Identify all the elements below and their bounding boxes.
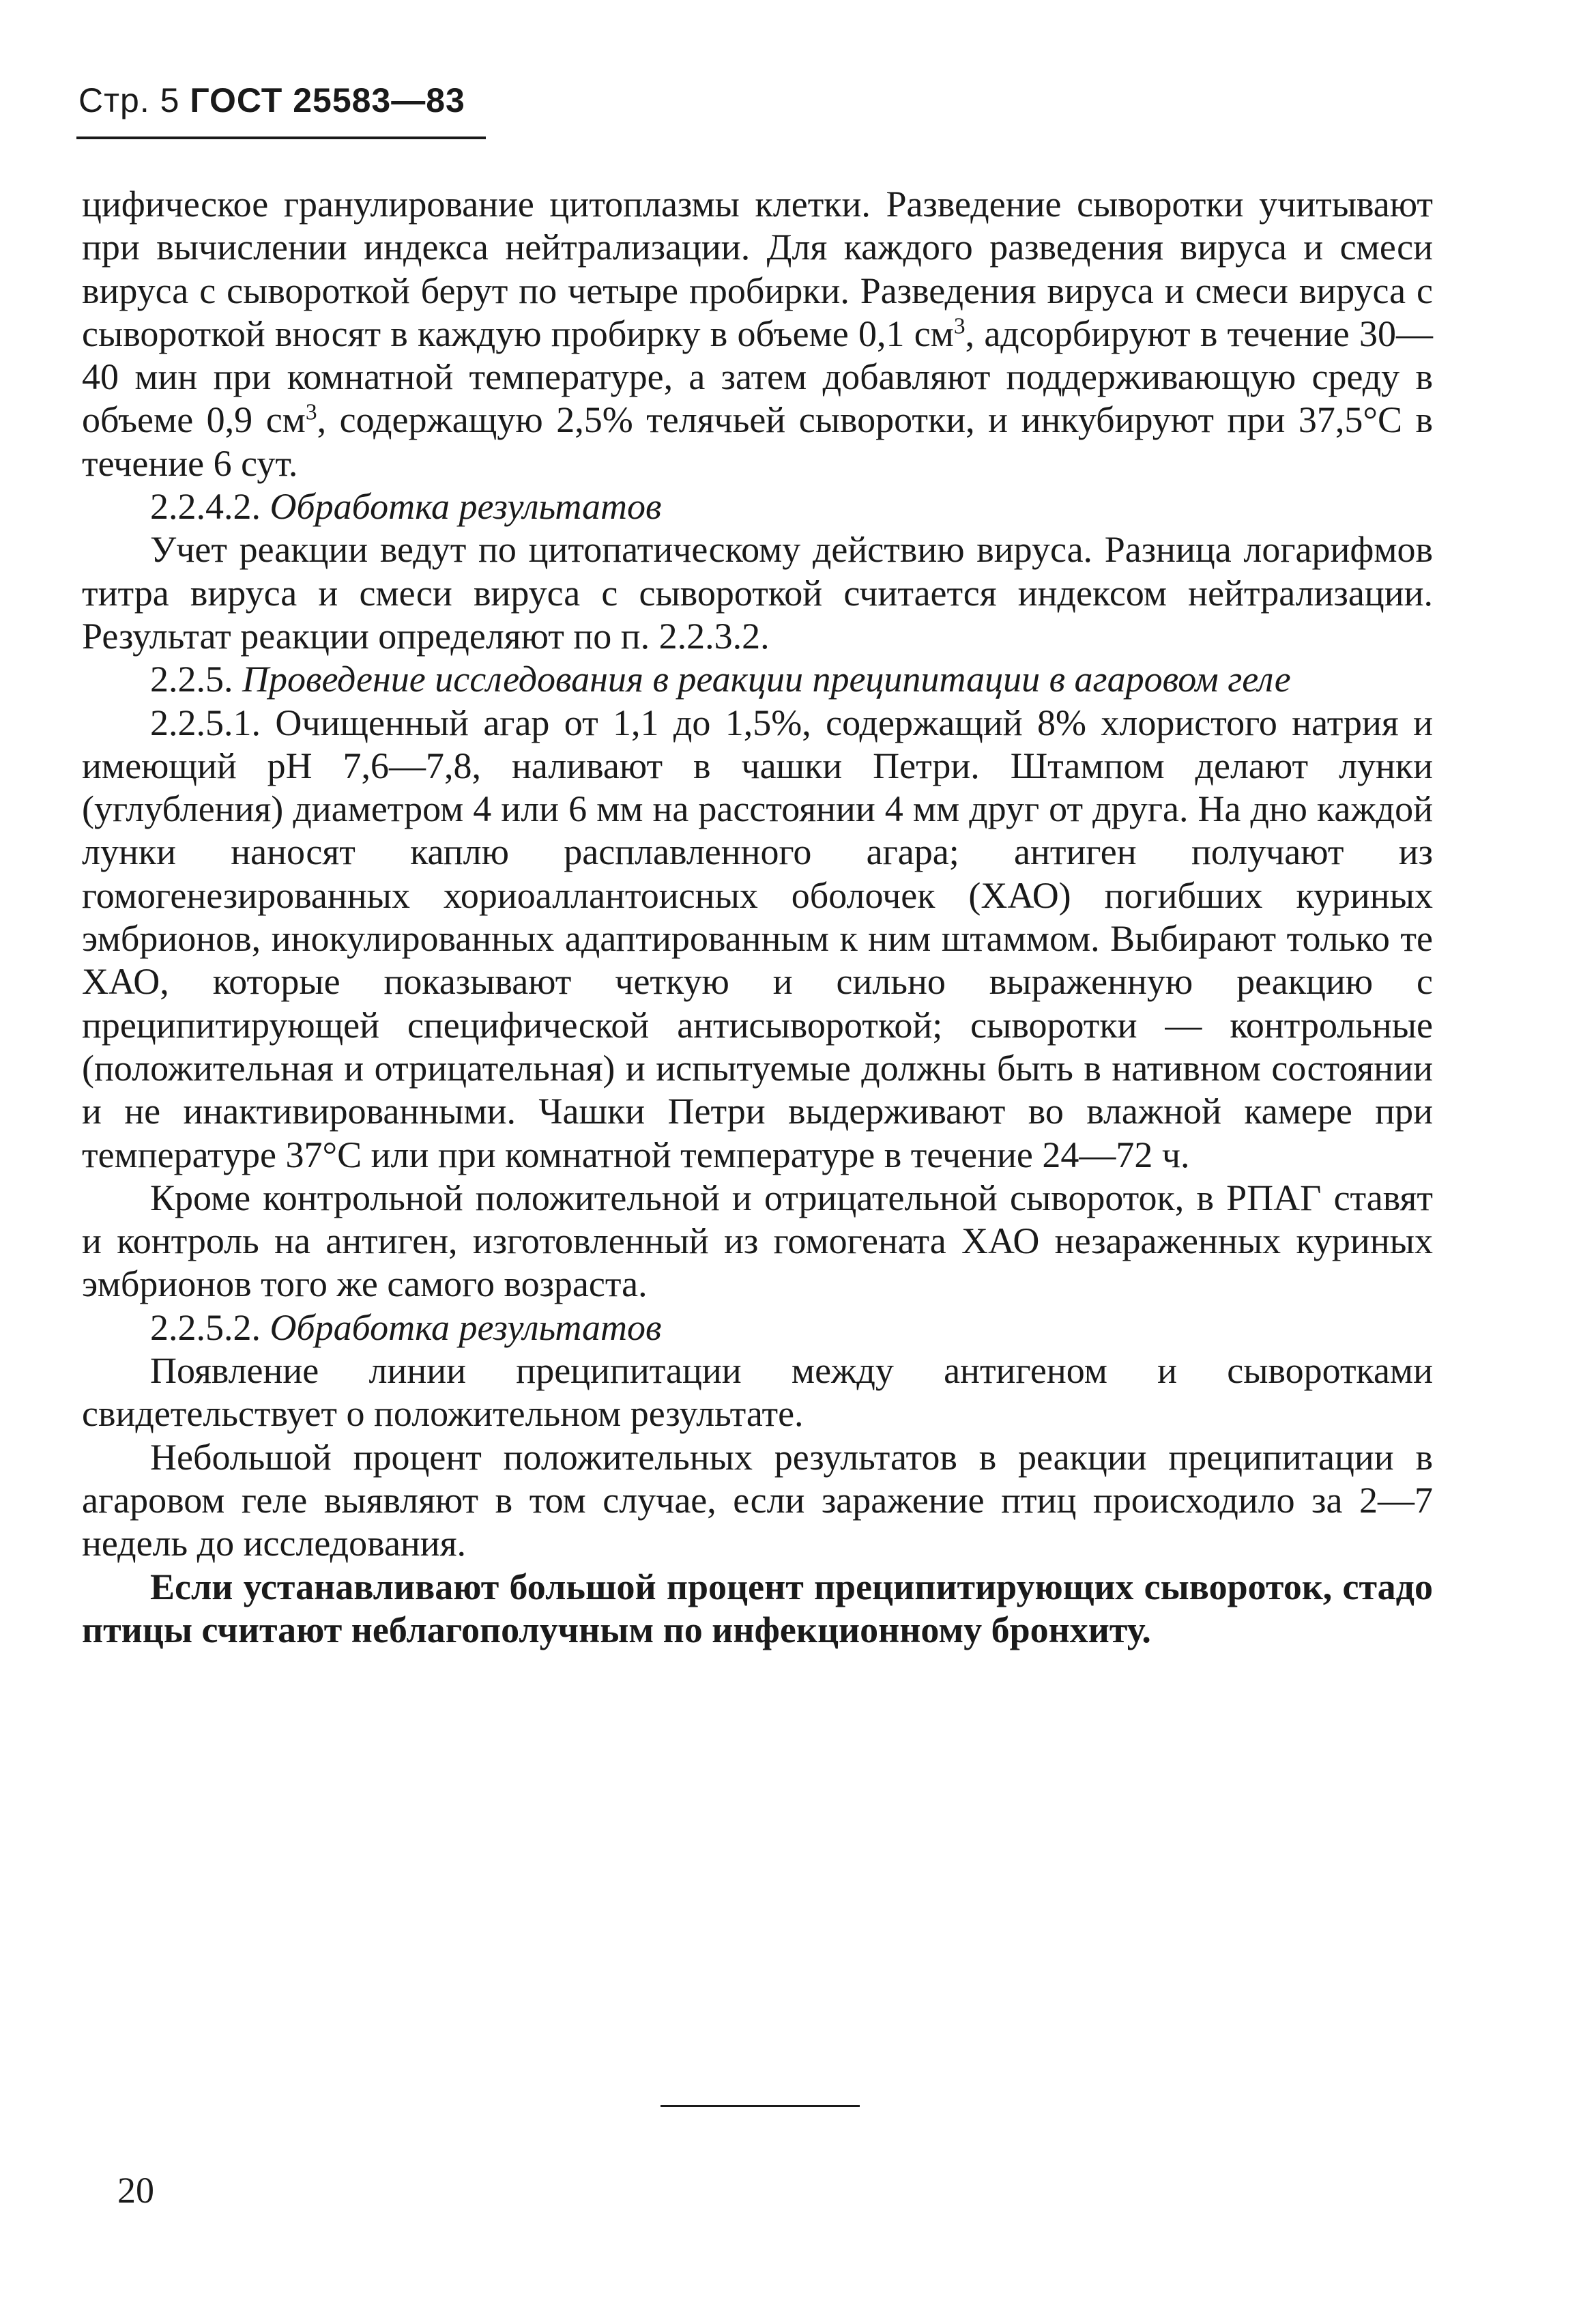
page-label: Стр. 5	[78, 81, 180, 119]
paragraph-precipitation-line: Появление линии преципитации между антигеном и сыворотками свидетельствует о положительном результате.	[82, 1350, 1433, 1435]
section-heading-2-2-4-2	[82, 485, 1433, 528]
header-rule	[76, 137, 486, 139]
end-rule	[661, 2105, 860, 2107]
paragraph-continuation: цифическое гранулирование цитоплазмы клетки. Разведение сыворотки учитывают при вычислении индекса нейтрализации. Для каждого разведения вируса и смеси вируса с сывороткой берут по четыре пробирки. Разведения вируса и смеси вируса с сывороткой вносят в каждую пробирку в объеме 0,1 $см^3$, адсорбируют в течение 30—40 мин при комнатной температуре, а затем добавляют поддерживающую среду в объеме 0,9 $см^3$, содержащую 2,5% телячьей сыворотки, и инкубируют при 37,5°С в течение 6 сут.	[82, 184, 1433, 484]
section-number: 2.2.4.2.	[150, 486, 261, 528]
paragraph-results-1: Учет реакции ведут по цитопатическому действию вируса. Разница логарифмов титра вируса и смеси вируса с сывороткой считается индексом нейтрализации. Результат реакции определяют по п. 2.2.3.2.	[82, 529, 1433, 657]
paragraph-conclusion: Если устанавливают большой процент преципитирующих сывороток, стадо птицы считают неблагополучным по инфекционному бронхиту.	[82, 1566, 1433, 1650]
section-title: Проведение исследования в реакции преципитации в агаровом геле	[242, 659, 1291, 700]
section-title: Обработка результатов	[270, 486, 662, 528]
section-number: 2.2.5.2.	[150, 1306, 261, 1348]
paragraph-2-2-5-1: 2.2.5.1. Очищенный агар от 1,1 до 1,5%, содержащий 8% хлористого натрия и имеющий рН 7,6—7,8, наливают в чашки Петри. Штампом делают лунки (углубления) диаметром 4 или 6 мм на расстоянии 4 мм друг от друга. На дно каждой лунки наносят каплю расплавленного агара; антиген получают из гомогенезированных хориоаллантоисных оболочек (ХАО) погибших куриных эмбрионов, инокулированных адаптированным к ним штаммом. Выбирают только те ХАО, которые показывают четкую и сильно выраженную реакцию с преципитирующей специфической антисывороткой; сыворотки — контрольные (положительная и отрицательная) и испытуемые должны быть в нативном состоянии и не инактивированными. Чашки Петри выдерживают во влажной камере при температуре 37°С или при комнатной температуре в течение 24—72 ч.	[82, 702, 1433, 1175]
superscript: 3	[305, 400, 317, 426]
superscript: 3	[953, 313, 966, 339]
section-heading-2-2-5-2	[82, 1306, 1433, 1349]
section-title: Обработка результатов	[270, 1306, 662, 1348]
body-text	[82, 183, 1433, 1652]
paragraph-controls: Кроме контрольной положительной и отрицательной сывороток, в РПАГ ставят и контроль на антиген, изготовленный из гомогената ХАО незараженных куриных эмбрионов того же самого возраста.	[82, 1177, 1433, 1305]
paragraph-small-percent: Небольшой процент положительных результатов в реакции преципитации в агаровом геле выявляют в том случае, если заражение птиц происходило за 2—7 недель до исследования.	[82, 1436, 1433, 1564]
page-number: 20	[117, 2170, 154, 2211]
section-heading-2-2-5	[82, 658, 1433, 701]
section-number: 2.2.5.	[150, 659, 233, 700]
running-header	[78, 81, 465, 120]
standard-number: ГОСТ 25583—83	[190, 81, 465, 119]
